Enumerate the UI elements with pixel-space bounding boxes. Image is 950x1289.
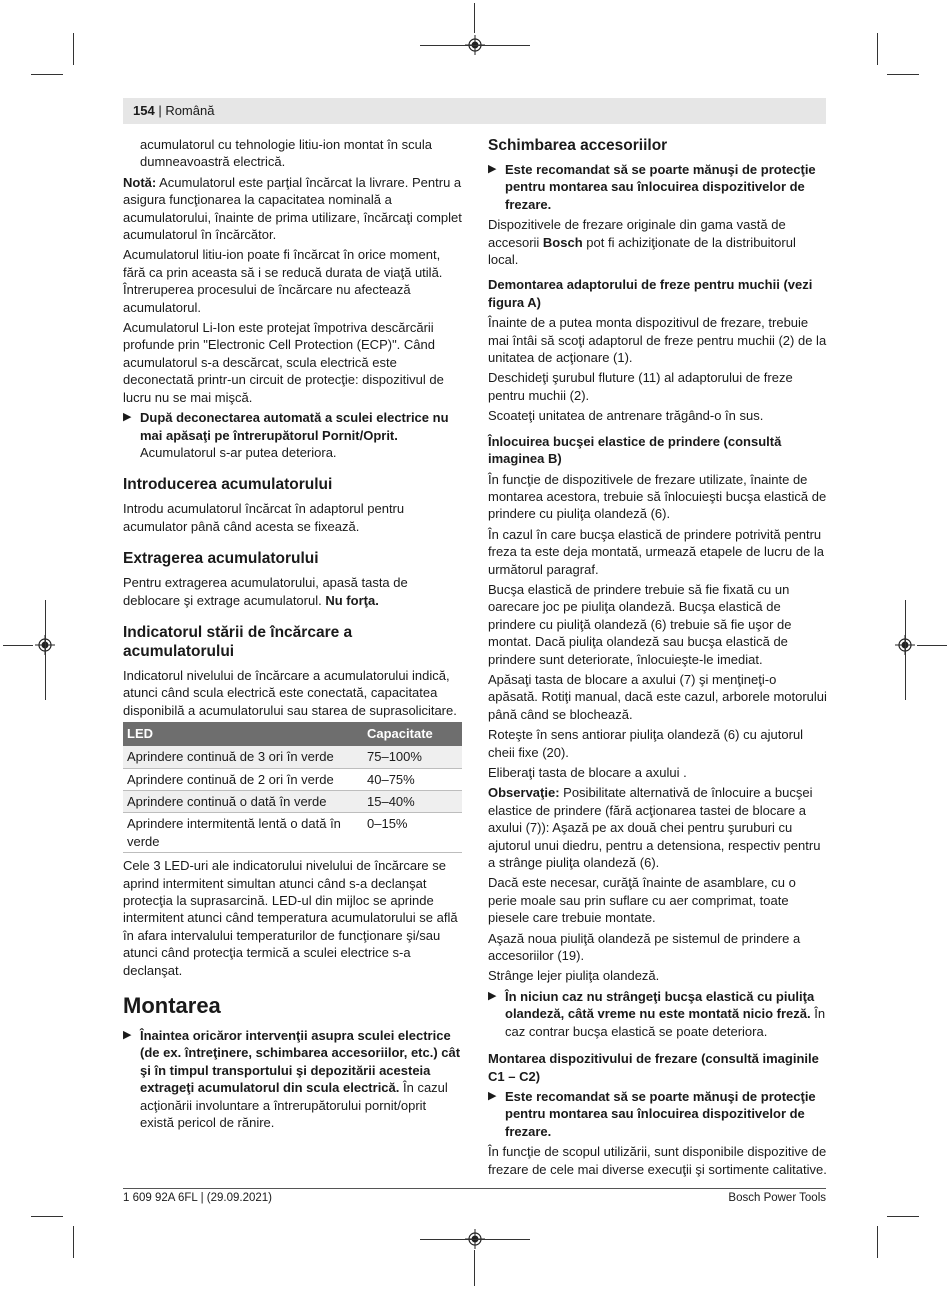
footer-doc-id: 1 609 92A 6FL | (29.09.2021) (123, 1192, 272, 1204)
footer-divider (123, 1188, 826, 1189)
paragraph: Eliberaţi tasta de blocare a axului . (488, 765, 687, 780)
section-heading: Schimbarea accesoriilor (488, 137, 668, 154)
crop-mark (887, 1216, 919, 1217)
paragraph: În funcţie de scopul utilizării, sunt disponibile dispozitive de frezare de cele mai diverse execuţii şi sortimente calitative. (488, 1144, 827, 1177)
paragraph: Acumulatorul litiu-ion poate fi încărcat în orice moment, fără ca prin aceasta să i se reducă durata de viaţă utilă. Întreruperea procesului de încărcare nu afectează acumulatorul. (123, 247, 443, 315)
sub-heading: Demontarea adaptorului de freze pentru muchii (vezi figura A) (488, 277, 813, 310)
right-column (488, 136, 828, 1181)
warning-bullet: ▶ După deconectarea automată a sculei electrice nu mai apăsaţi pe întrerupătorul Pornit/Oprit. Acumulatorul s-ar putea deteriora. (123, 410, 449, 460)
paragraph: Aşază noua piuliţă olandeză pe sistemul de prindere a accesoriilor (19). (488, 930, 801, 964)
warning-bullet: ▶ În niciun caz nu strângeţi bucşa elastică cu piuliţa olandeză, câtă vreme nu este montată nicio freză. În caz contrar bucşa elastică se poate deteriora. (488, 988, 826, 1039)
sub-heading: Montarea dispozitivului de frezare (consultă imaginile C1 – C2) (488, 1051, 819, 1084)
crop-mark (474, 1250, 475, 1286)
warning-bullet: ▶ Înaintea oricăror intervenţii asupra sculei electrice (de ex. întreţinere, schimbarea accesoriilor, etc.) cât şi în timpul transportului şi depozitării acesteia extrageţi acumulatorul din scula electrică. În cazul acţionării involuntare a întrerupătorului pornit/oprit există pericol de rănire. (123, 1028, 461, 1131)
crop-mark (887, 74, 919, 75)
paragraph: Bucşa elastică de prindere trebuie să fie fixată cu un oarecare joc pe piuliţa olandeză. Bucşa elastică de prindere cu piuliţă olandeză (6) trebuie să fie uşor de montat. Dacă piuliţa olandeză sau bucşa elastică de prindere sunt deteriorate, înlocuieşte-le imediat. (488, 581, 792, 667)
crop-mark (31, 1216, 63, 1217)
crop-mark (877, 33, 878, 65)
paragraph: Scoateţi unitatea de antrenare trăgând-o în sus. (488, 408, 764, 424)
crop-mark (73, 1226, 74, 1258)
crop-mark (877, 1226, 878, 1258)
section-heading: Extragerea acumulatorului (123, 550, 319, 568)
page-number: 154 (133, 103, 155, 118)
footer-brand: Bosch Power Tools (728, 1192, 826, 1204)
arrow-bullet-icon: ▶ (123, 1029, 132, 1042)
left-column (123, 136, 462, 1134)
paragraph: Cele 3 LED-uri ale indicatorului nivelului de încărcare se aprind intermitent simultan atunci când s-a declanşat protecţia la suprasarcină. LED-ul din mijloc se aprinde intermitent atunci când temperatura acumulatorului se află în afara intervalului temperaturilor de funcţionare şi/sau atunci când protecţia termică a sculei electrice s-a declanşat. (123, 858, 458, 978)
arrow-bullet-icon: ▶ (123, 411, 132, 424)
table-row: Aprindere continuă de 3 ori în verde 75–100% (123, 746, 462, 768)
paragraph: Pentru extragerea acumulatorului, apasă tasta de deblocare şi extrage acumulatorul. Nu forţa. (123, 575, 408, 608)
paragraph: În cazul în care bucşa elastică de prindere potrivită pentru freza ta este deja montată, urmează etapele de lucru de la următorul paragraf. (488, 526, 825, 577)
paragraph: Apăsaţi tasta de blocare a axului (7) şi menţineţi-o apăsată. Rotiţi manual, dacă este cazul, arborele motorului până când se blochează. (488, 671, 827, 722)
paragraph: Strânge lejer piuliţa olandeză. (488, 968, 660, 984)
arrow-bullet-icon: ▶ (488, 1089, 497, 1102)
paragraph: Notă: Acumulatorul este parţial încărcat la livrare. Pentru a asigura funcţionarea la capacitatea nominală a acumulatorului, înainte de prima utilizare, încărcaţi complet acumulatorul în încărcător. (123, 174, 462, 243)
table-row: Aprindere continuă o dată în verde 15–40% (123, 790, 462, 812)
charge-level-table (123, 722, 462, 853)
paragraph: Roteşte în sens antiorar piuliţa olandeză (6) cu ajutorul cheii fixe (20). (488, 727, 804, 760)
arrow-bullet-icon: ▶ (488, 989, 497, 1002)
paragraph: În funcţie de dispozitivele de frezare utilizate, înainte de montarea acestora, trebuie să înlocuieşti bucşa elastică de prindere cu piuliţa olandeză (6). (488, 471, 827, 522)
crop-mark (31, 74, 63, 75)
paragraph: Dispozitivele de frezare originale din gama vastă de accesorii Bosch pot fi achiziţionate de la distribuitorul local. (488, 217, 796, 268)
crop-mark (420, 1239, 530, 1240)
section-heading: Introducerea acumulatorului (123, 476, 333, 494)
crop-mark (905, 600, 906, 700)
warning-bullet: ▶ Este recomandat să se poarte mănuşi de protecţie pentru montarea sau înlocuirea dispozitivelor de frezare. (488, 1088, 816, 1139)
paragraph: Indicatorul nivelului de încărcare a acumulatorului indică, atunci când scula electrică este conectată, capacitatea disponibilă a acumulatorului sau starea de suprasolicitare. (123, 667, 457, 718)
chapter-heading: Montarea (123, 993, 221, 1019)
crop-mark (73, 33, 74, 65)
table-row: Aprindere intermitentă lentă o dată în verde 0–15% (123, 813, 462, 853)
header-language: Română (165, 103, 215, 118)
table-header: Capacitate (363, 722, 462, 746)
table-row: Aprindere continuă de 2 ori în verde 40–75% (123, 768, 462, 790)
sub-heading: Înlocuirea bucşei elastice de prindere (consultă imaginea B) (488, 433, 782, 467)
section-heading: Indicatorul stării de încărcare a acumulatorului (123, 623, 353, 660)
arrow-bullet-icon: ▶ (488, 163, 497, 175)
paragraph: Deschideţi şurubul fluture (11) al adaptorului de freze pentru muchii (2). (488, 370, 793, 403)
crop-mark (474, 3, 475, 33)
crop-mark (3, 645, 33, 646)
page-header: 154 | Română (123, 98, 826, 124)
paragraph: Observaţie: Posibilitate alternativă de înlocuire a bucşei elastice de prindere (fără acţionarea tastei de blocare a axului (7)): Aşază pe ax două chei pentru şuruburi cu ajutorul unui diedru, pentru a detensiona, respectiv pentru a strânge piuliţa olandeză (6). (488, 785, 821, 871)
warning-bullet: ▶ Este recomandat să se poarte mănuşi de protecţie pentru montarea sau înlocuirea dispozitivelor de frezare. (488, 162, 816, 212)
crop-mark (45, 600, 46, 700)
paragraph: Introdu acumulatorul încărcat în adaptorul pentru acumulator până când acesta se fixează. (123, 501, 405, 534)
paragraph: Acumulatorul Li-Ion este protejat împotriva descărcării profunde prin "Electronic Cell Protection (ECP)". Când acumulatorul s-a descărcat, scula electrică este deconectată printr-un circuit de protecţie: dispozitivul de lucru nu se mai mişcă. (123, 320, 444, 405)
paragraph: Înainte de a putea monta dispozitivul de frezare, trebuie mai întâi să scoţi adaptorul de freze pentru muchii (2) de la unitatea de acţionare (1). (488, 315, 827, 366)
paragraph: acumulatorul cu tehnologie litiu-ion montat în scula dumneavoastră electrică. (140, 137, 432, 170)
crop-mark (917, 645, 947, 646)
crop-mark (420, 45, 530, 46)
paragraph: Dacă este necesar, curăţă înainte de asamblare, cu o perie moale sau prin suflare cu aer comprimat, toate piesele care trebuie montate. (488, 875, 796, 926)
table-header: LED (123, 722, 363, 746)
